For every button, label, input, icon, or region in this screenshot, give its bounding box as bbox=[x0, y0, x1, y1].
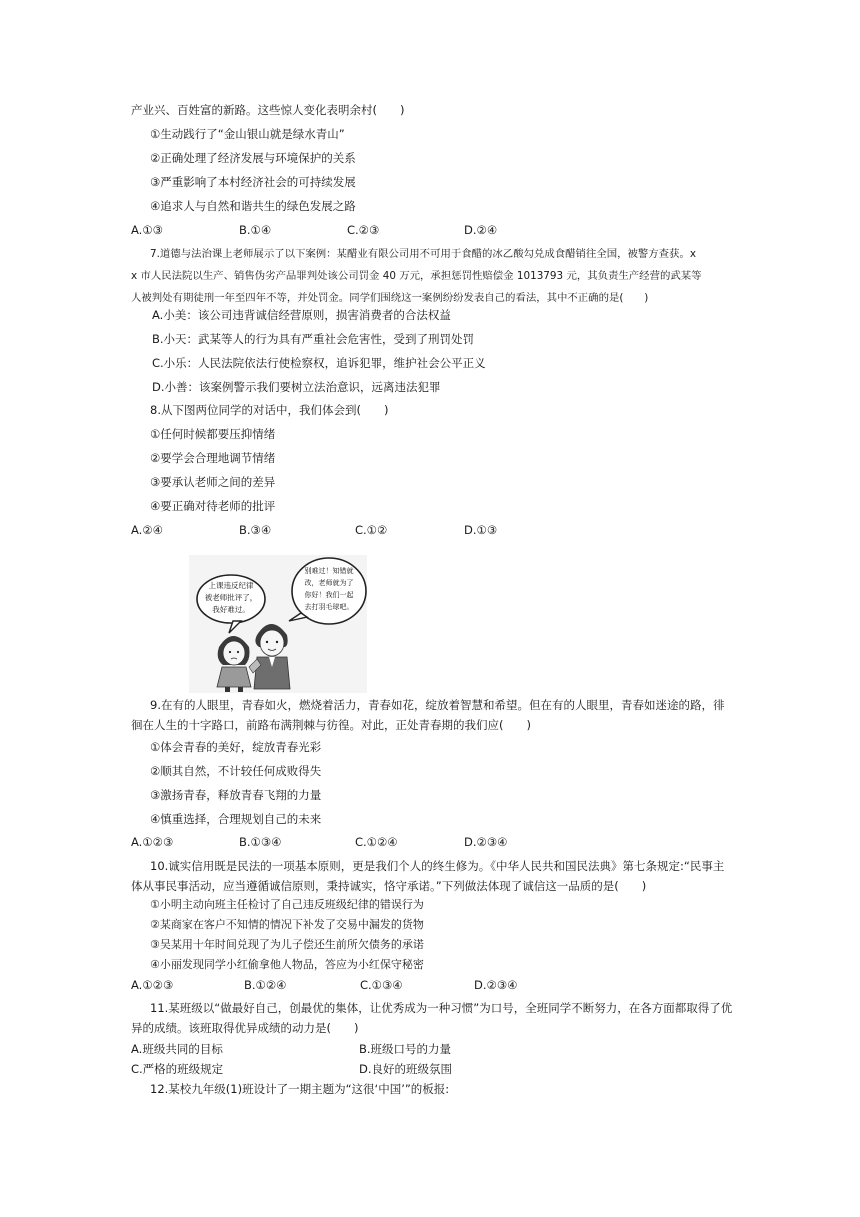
q6-option-d: D.②④ bbox=[464, 223, 498, 237]
q10-option-a: A.①②③ bbox=[131, 978, 174, 992]
q8-statement-1: ①任何时候都要压抑情绪 bbox=[150, 427, 276, 441]
q10-option-b: B.①②④ bbox=[244, 978, 287, 992]
q7-option-c: C.小乐：人民法院依法行使检察权，追诉犯罪，维护社会公平正义 bbox=[152, 356, 486, 370]
q11-stem-line-1: 11.某班级以“做最好自己，创最优的集体，让优秀成为一种习惯”为口号，全班同学不断努力，在各方面都取得了优 bbox=[150, 1001, 733, 1015]
q9-statement-2: ②顺其自然，不计较任何成败得失 bbox=[150, 764, 322, 778]
q7-stem-line-3: 人被判处有期徒刑一年至四年不等，并处罚金。同学们围绕这一案例纷纷发表自己的看法，其中不正确的是( ) bbox=[131, 292, 649, 304]
q9-option-a: A.①②③ bbox=[131, 835, 174, 849]
q9-stem-line-1: 9.在有的人眼里，青春如火，燃烧着活力，青春如花，绽放着智慧和希望。但在有的人眼里，青春如迷途的路，徘 bbox=[150, 698, 725, 712]
q7-stem-line-2: x 市人民法院以生产、销售伪劣产品罪判处该公司罚金 40 万元，承担惩罚性赔偿金 1013793 元，其负责生产经营的武某等 bbox=[131, 270, 702, 282]
q9-stem-line-2: 徊在人生的十字路口，前路布满荆棘与彷徨。对此，正处青春期的我们应( ) bbox=[131, 718, 531, 732]
q6-option-c: C.②③ bbox=[347, 223, 380, 237]
q9-statement-3: ③激扬青春，释放青春飞翔的力量 bbox=[150, 788, 322, 802]
q6-statement-3: ③严重影响了本村经济社会的可持续发展 bbox=[150, 175, 356, 189]
q11-option-d: D.良好的班级氛围 bbox=[359, 1062, 453, 1076]
q10-statement-3: ③吴某用十年时间兑现了为儿子偿还生前所欠债务的承诺 bbox=[150, 938, 424, 951]
q7-option-d: D.小善：该案例警示我们要树立法治意识，远离违法犯罪 bbox=[152, 380, 441, 394]
q11-option-c: C.严格的班级规定 bbox=[131, 1062, 224, 1076]
q8-stem: 8.从下图两位同学的对话中，我们体会到( ) bbox=[150, 403, 389, 417]
left-bubble-line-3: 我好难过。 bbox=[212, 605, 250, 614]
q6-statement-4: ④追求人与自然和谐共生的绿色发展之路 bbox=[150, 199, 356, 213]
q10-statement-1: ①小明主动向班主任检讨了自己违反班级纪律的错误行为 bbox=[150, 898, 424, 911]
q10-stem-line-1: 10.诚实信用既是民法的一项基本原则，更是我们个人的终生修为。《中华人民共和国民法典》第七条规定:“民事主 bbox=[150, 859, 725, 873]
q9-option-c: C.①②④ bbox=[355, 835, 398, 849]
q10-option-c: C.①③④ bbox=[360, 978, 403, 992]
right-bubble-line-3: 你好！我们一起 bbox=[304, 591, 354, 599]
q7-option-b: B.小天：武某等人的行为具有严重社会危害性，受到了刑罚处罚 bbox=[152, 332, 475, 346]
q8-statement-4: ④要正确对待老师的批评 bbox=[150, 499, 276, 513]
q9-option-b: B.①③④ bbox=[239, 835, 282, 849]
right-bubble-line-4: 去打羽毛球吧。 bbox=[304, 603, 354, 611]
q10-statement-4: ④小丽发现同学小红偷拿他人物品，答应为小红保守秘密 bbox=[150, 958, 424, 971]
q10-statement-2: ②某商家在客户不知情的情况下补发了交易中漏发的货物 bbox=[150, 918, 424, 931]
q6-statement-2: ②正确处理了经济发展与环境保护的关系 bbox=[150, 151, 356, 165]
q7-option-a: A.小美：该公司违背诚信经营原则，损害消费者的合法权益 bbox=[152, 308, 451, 322]
q10-option-d: D.②③④ bbox=[474, 978, 518, 992]
q8-option-b: B.③④ bbox=[239, 523, 272, 537]
q9-statement-4: ④慎重选择，合理规划自己的未来 bbox=[150, 812, 322, 826]
q8-option-a: A.②④ bbox=[131, 523, 163, 537]
q6-option-a: A.①③ bbox=[131, 223, 163, 237]
left-bubble-line-2: 被老师批评了， bbox=[204, 593, 258, 602]
q11-option-b: B.班级口号的力量 bbox=[359, 1042, 452, 1056]
q8-statement-2: ②要学会合理地调节情绪 bbox=[150, 451, 276, 465]
q10-stem-line-2: 体从事民事活动，应当遵循诚信原则，秉持诚实，恪守承诺。”下列做法体现了诚信这一品质的是( ) bbox=[131, 879, 647, 893]
dialogue-cartoon bbox=[189, 555, 367, 693]
q8-option-d: D.①③ bbox=[464, 523, 498, 537]
left-bubble-line-1: 上课违反纪律 bbox=[208, 581, 254, 590]
right-bubble-line-1: 别难过！知错就 bbox=[304, 567, 354, 575]
q7-stem-line-1: 7.道德与法治课上老师展示了以下案例：某醋业有限公司用不可用于食醋的冰乙酸勾兑成食醋销往全国，被警方查获。x bbox=[150, 248, 696, 260]
q11-option-a: A.班级共同的目标 bbox=[131, 1042, 223, 1056]
q9-statement-1: ①体会青春的美好，绽放青春光彩 bbox=[150, 740, 322, 754]
q6-option-b: B.①④ bbox=[239, 223, 272, 237]
q6-statement-1: ①生动践行了“金山银山就是绿水青山” bbox=[150, 127, 345, 141]
q11-stem-line-2: 异的成绩。该班取得优异成绩的动力是( ) bbox=[131, 1021, 359, 1035]
q12-stem: 12.某校九年级(1)班设计了一期主题为“这很‘中国’”的板报: bbox=[150, 1082, 450, 1096]
girl-figure bbox=[217, 636, 251, 692]
right-bubble-line-2: 改，老师就为了 bbox=[304, 579, 354, 587]
q6-stem-continuation: 产业兴、百姓富的新路。这些惊人变化表明余村( ) bbox=[131, 103, 405, 117]
q8-option-c: C.①② bbox=[355, 523, 388, 537]
q8-statement-3: ③要承认老师之间的差异 bbox=[150, 475, 276, 489]
q9-option-d: D.②③④ bbox=[464, 835, 508, 849]
